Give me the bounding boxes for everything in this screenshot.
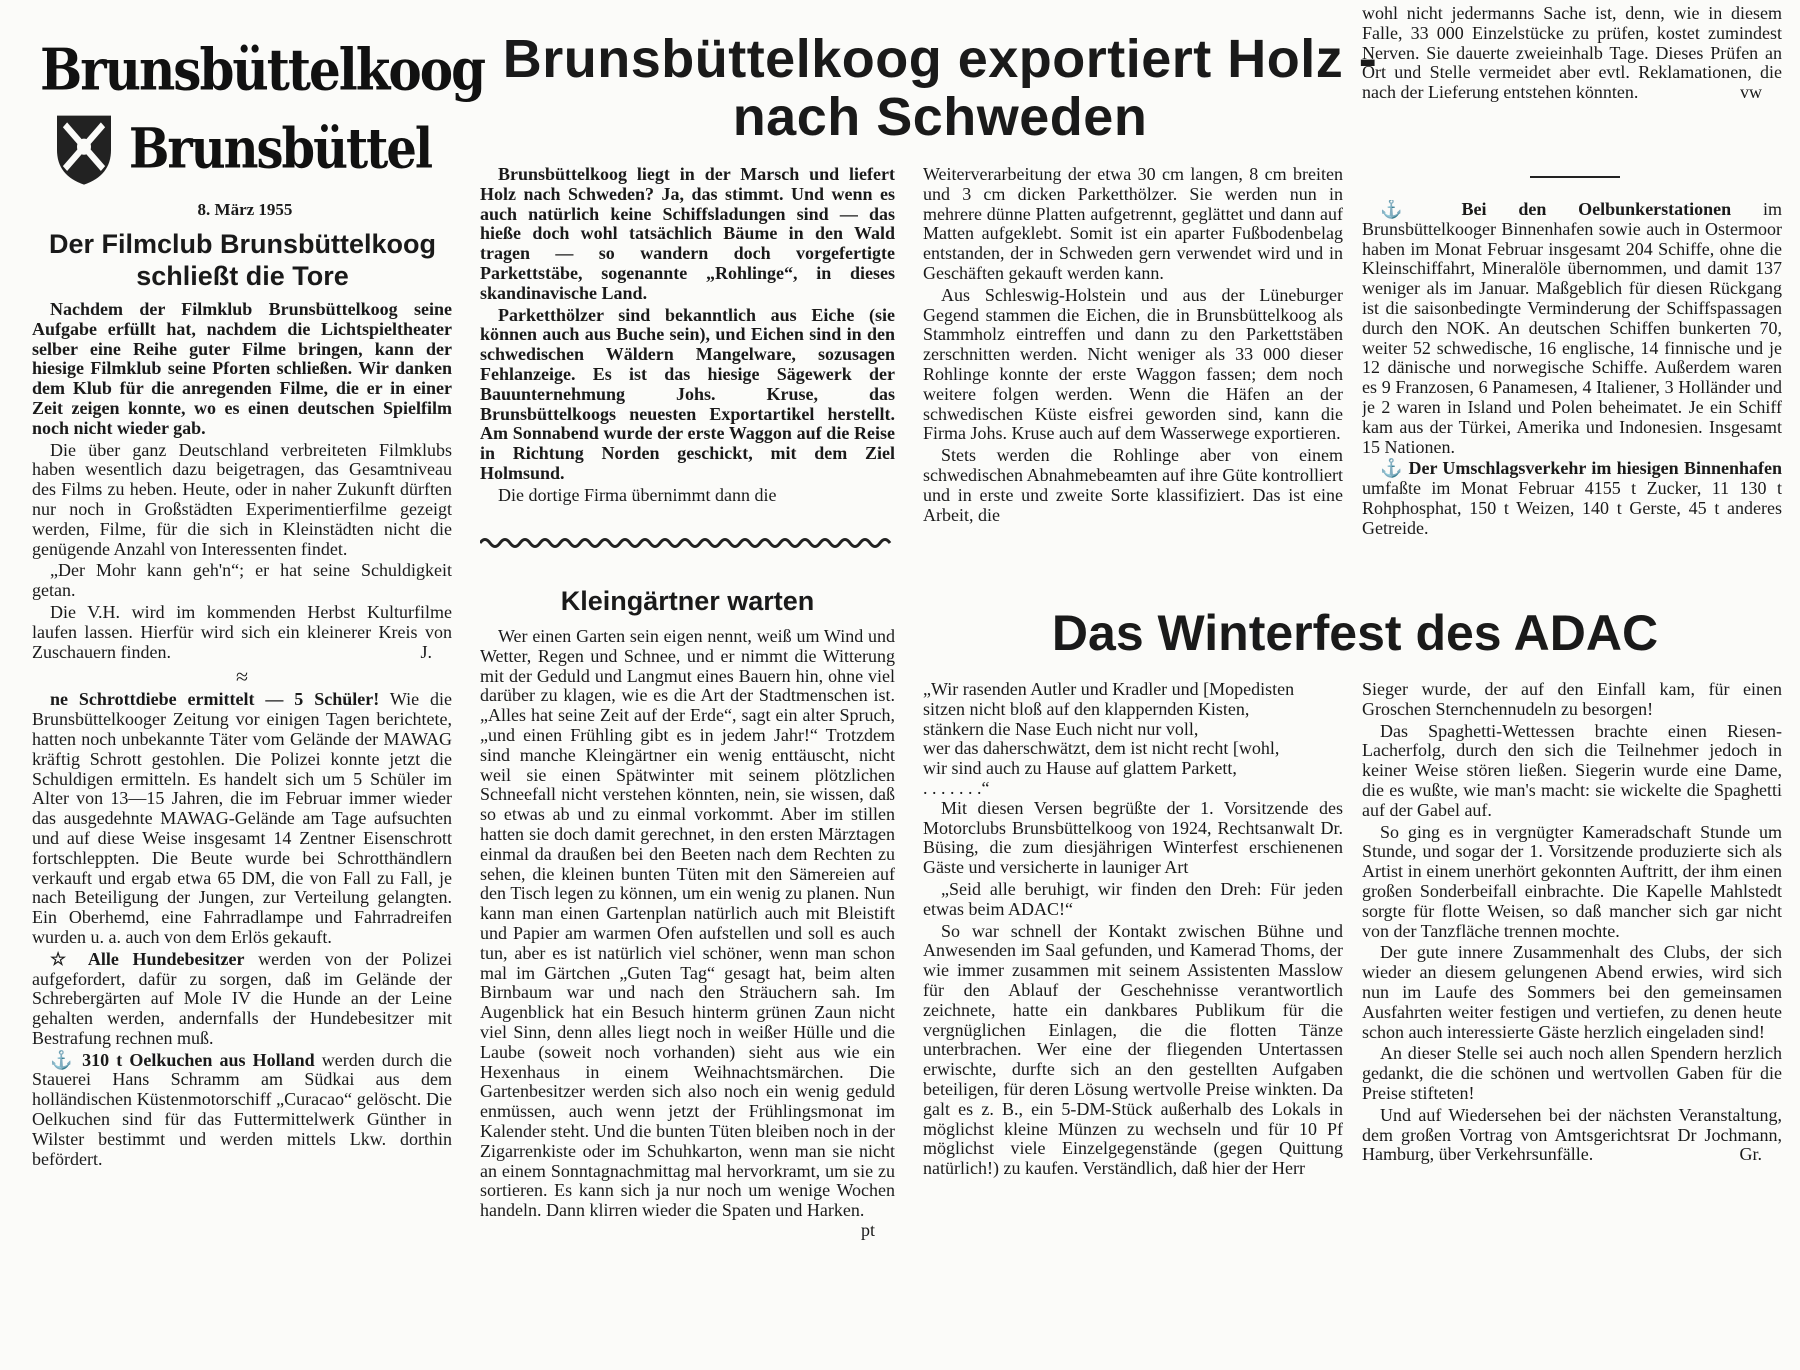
kleingaertner-article	[480, 627, 895, 1240]
paragraph	[923, 680, 1343, 700]
author-signature: vw	[1740, 82, 1762, 103]
paragraph-text: Nachdem der Filmklub Brunsbüttelkoog seine Aufgabe erfüllt hat, nachdem die Lichtspieltheater selber eine Reihe guter Filme bringen, kann der hiesige Filmklub seine Pforten schließen. Wir danken dem Klub für die anregenden Filme, die er in einer Zeit zeigen konnte, wo es einen deutschen Spielfilm noch nicht wieder gab.	[32, 300, 452, 438]
paragraph	[480, 306, 895, 484]
export-headline: Brunsbüttelkoog exportiert Holz - nach Schweden	[502, 29, 1378, 147]
export-column-b	[923, 165, 1343, 595]
paragraph-text: . . . . . . .“	[923, 777, 990, 798]
paragraph-text: umfaßte im Monat Februar 4155 t Zucker, 11 130 t Rohphosphat, 150 t Weizen, 140 t Gerste, 45 t anderes Getreide.	[1362, 478, 1782, 538]
paragraph	[32, 1051, 452, 1170]
column-rule	[1530, 176, 1620, 178]
masthead-town: Brunsbüttel	[128, 116, 432, 182]
paragraph-text: stänkern die Nase Euch nicht nur voll,	[923, 718, 1199, 739]
paragraph	[923, 779, 1343, 799]
paragraph	[32, 561, 452, 601]
paragraph-text: Wie die Brunsbüttelkooger Zeitung vor einigen Tagen berichtete, hatten noch unbekannte Täter vom Gelände der MAWAG kräftig Schrott gestohlen. Die Polizei konnte jetzt die Schuldigen ermitteln. Es handelt sich um 5 Schüler im Alter von 13—15 Jahren, die im Februar immer wieder das ausgedehnte MAWAG-Gelände am Tage aufsuchten und auf diese Weise insgesamt 14 Zentner Eisenschrott fortschleppten. Die Beute wurde bei Schrotthändlern verkauft und ergab etwa 65 DM, die von Fall zu Fall, je nach Beteiligung der Jungen, zur Verteilung gelangten. Ein Oberhemd, eine Fahrradlampe und Fahrradreifen wurden u. a. auch von dem Erlös gekauft.	[32, 689, 452, 947]
adac-column-b	[1362, 680, 1782, 1352]
paragraph-text: „Seid alle beruhigt, wir finden den Dreh: Für jeden etwas beim ADAC!“	[923, 878, 1343, 919]
paragraph	[1362, 722, 1782, 821]
paragraph	[480, 627, 895, 1240]
paragraph	[923, 720, 1343, 740]
paragraph-text: Aus Schleswig-Holstein und aus der Lüneburger Gegend stammen die Eichen, die in Brunsbüttelkoog als Stammholz eintreffen und dann zu den Parkettstäben zerschnitten werden. Nicht weniger als 33 000 dieser Rohlinge konnte der erste Waggon fassen; dem noch weitere folgen werden. Wenn die Häfen an der schwedischen Küste eisfrei geworden sind, kann die Firma Johs. Kruse auch auf dem Wasserwege exportieren.	[923, 284, 1343, 444]
paragraph-text: So war schnell der Kontakt zwischen Bühne und Anwesenden im Saal gefunden, und Kamerad Thoms, der wie immer zusammen mit seinem Assistenten Masslow für den Ablauf der Geschehnisse verantwortlich zeichnete, hatte ein dankbares Publikum für die vergnüglichen Einlagen, die die flotten Tänze unterbrachen. Wer eine der fliegenden Untertassen erwischte, durfte sich an den gestellten Aufgaben beteiligen, für deren Lösung wertvolle Preise winkten. Da galt es z. B., ein 5-DM-Stück außerhalb des Lokals in möglichst kleine Münzen zu wechseln und für 10 Pf möglichst viele Einzelgegenstände (gegen Quittung natürlich!) zu kaufen. Verständlich, daß hier der Herr	[923, 920, 1343, 1179]
masthead-title: Brunsbüttelkoog	[40, 35, 485, 104]
paragraph-text: „Wir rasenden Autler und Kradler und [Mopedisten	[923, 680, 1295, 699]
paragraph	[1362, 1044, 1782, 1103]
paragraph-text: Die über ganz Deutschland verbreiteten Filmklubs haben wesentlich dazu beigetragen, das Gesamtniveau des Films zu heben. Heute, oder in naher Zukunft dürften nur noch in Großstädten Experimentierfilme gezeigt werden, Filme, für die sich in Kleinstädten nicht die genügende Anzahl von Interessenten findet.	[32, 439, 452, 559]
masthead	[40, 35, 485, 184]
paragraph-text: werden von der Polizei aufgefordert, dafür zu sorgen, daß im Gelände der Schrebergärten auf Mole IV die Hunde an der Leine gehalten werden, andernfalls der Hundebesitzer mit Bestrafung rechnen muß.	[32, 948, 452, 1048]
export-article-part-2	[923, 165, 1343, 525]
paragraph	[1362, 459, 1782, 538]
export-column-a	[480, 165, 895, 535]
paragraph-text: wohl nicht jedermanns Sache ist, denn, wie in diesem Falle, 33 000 Einzelstücke zu prüfen, kostet zumindest Nerven. Sie dauerte zweieinhalb Tage. Dieses Prüfen an Ort und Stelle vermeidet aber evtl. Reklamationen, die nach der Lieferung entstehen könnten.	[1362, 4, 1782, 103]
paragraph-text: Der gute innere Zusammenhalt des Clubs, der sich wieder an diesem gelungenen Abend erwies, wird sich nun im Laufe des Sommers bei den gemeinsamen Ausfahrten weiter festigen und vertiefen, zu denen heute schon auch interessierte Gäste herzlich eingeladen sind!	[1362, 942, 1782, 1042]
wavy-divider	[480, 536, 895, 550]
column-1	[32, 300, 452, 1350]
adac-column-a	[923, 680, 1343, 1352]
paragraph	[32, 950, 452, 1049]
paragraph-text: Parketthölzer sind bekanntlich aus Eiche (sie können auch aus Buche sein), und Eichen sind in den schwedischen Wäldern Mangelware, sozusagen Fehlanzeige. Es ist das hiesige Sägewerk der Bauunternehmung Johs. Kruse, das Brunsbüttelkoogs neuesten Exportartikel herstellt. Am Sonnabend wurde der erste Waggon auf die Reise in Richtung Norden geschickt, mit dem Ziel Holmsund.	[480, 304, 895, 483]
kleingaertner-column	[480, 627, 895, 1352]
paragraph-lead: ⚓ Der Umschlagsverkehr im hiesigen Binnenhafen	[1380, 458, 1782, 479]
author-signature: pt	[860, 1219, 875, 1240]
paragraph-lead: ☆ Alle Hundebesitzer	[50, 948, 245, 969]
paragraph-text: Das Spaghetti-Wettessen brachte einen Riesen-Lacherfolg, durch den sich die Teilnehmer jedoch in keiner Weise stören ließen. Siegerin wurde eine Dame, die es wußte, wie man's macht: sie wickelte die Spaghetti auf der Gabel auf.	[1362, 720, 1782, 820]
paragraph-lead: ⚓ Bei den Oelbunkerstationen	[1380, 200, 1732, 219]
paragraph	[923, 739, 1343, 759]
paragraph	[1362, 823, 1782, 942]
paragraph	[1362, 1106, 1782, 1165]
export-article-part-3	[1362, 4, 1782, 103]
author-signature: Gr.	[1739, 1144, 1762, 1165]
harbour-column	[1362, 200, 1782, 600]
paragraph-text: wer das daherschwätzt, dem ist nicht recht [wohl,	[923, 738, 1280, 759]
paragraph	[923, 286, 1343, 444]
paragraph-lead: ⚓ 310 t Oelkuchen aus Holland	[50, 1049, 315, 1070]
filmclub-headline: Der Filmclub Brunsbüttelkoog schließt die Tore	[48, 229, 437, 291]
paragraph	[480, 165, 895, 304]
harbour-briefs	[1362, 200, 1782, 539]
paragraph	[480, 486, 895, 506]
export-article-part-1	[480, 165, 895, 506]
paragraph-text: wir sind auch zu Hause auf glattem Parkett,	[923, 758, 1237, 779]
paragraph-text: Brunsbüttelkoog liegt in der Marsch und liefert Holz nach Schweden? Ja, das stimmt. Und wenn es auch natürlich keine Schiffsladungen sind — das hieße doch wohl tatsächlich Bäume in den Wald tragen — so wandern doch vorgefertigte Parkettstäbe, sogenannte „Rohlinge“, in dieses skandinavische Land.	[480, 165, 895, 303]
paragraph	[32, 690, 452, 947]
paragraph	[923, 759, 1343, 779]
paragraph	[32, 441, 452, 560]
coat-of-arms-icon	[49, 109, 119, 190]
local-briefs	[32, 690, 452, 1169]
issue-date: 8. März 1955	[197, 200, 293, 219]
paragraph	[1362, 680, 1782, 720]
paragraph-text: So ging es in vergnügter Kameradschaft Stunde um Stunde, und sogar der 1. Vorsitzende produzierte sich als Artist in einem unerhört gekonnten Auftritt, der ihm einen großen Sonderbeifall einbrachte. Die Kapelle Mahlstedt sorgte für flotte Weisen, so daß mancher sich gar nicht von der Tanzfläche trennen mochte.	[1362, 821, 1782, 941]
filmclub-article	[32, 300, 452, 662]
adac-headline: Das Winterfest des ADAC	[1051, 605, 1659, 661]
paragraph-text: im Brunsbüttelkooger Binnenhafen sowie auch in Ostermoor haben im Monat Februar insgesamt 204 Schiffe, ohne die Kleinschiffahrt, Mineralöle übernommen, und damit 137 weniger als im Januar. Maßgeblich für diesen Rückgang ist die saisonbedingte Verminderung der Schiffspassagen durch den NOK. An deutschen Schiffen bunkerten 70, weiter 52 schwedische, 16 englische, 14 finnische und je 12 dänische und norwegische Schiffe. Außerdem waren es 9 Franzosen, 6 Panamesen, 4 Italiener, 3 Holländer und je 2 waren in Island und Polen beheimatet. Je ein Schiff kam aus der Türkei, Amerika und Indonesien. Insgesamt 15 Nationen.	[1362, 200, 1782, 457]
paragraph-text: Wer einen Garten sein eigen nennt, weiß um Wind und Wetter, Regen und Schnee, und er nimmt die Witterung mit der Geduld und Langmut eines Bauern hin, ohne viel darüber zu klagen, wie es die Art der Stadtmenschen ist. „Alles hat seine Zeit auf der Erde“, sagt ein alter Spruch, „und einen Frühling gibt es in jedem Jahr!“ Trotzdem sind manche Kleingärtner ein wenig enttäuscht, nicht weil sie einen Spätwinter mit seinem plötzlichen Schneefall nicht verstehen könnten, nein, sie wissen, daß so etwas ab und zu einmal vorkommt. Aber im stillen hatten sie doch damit gerechnet, in den ersten Märztagen einmal da draußen bei den Beeten nach dem Rechten zu sehen, die kleinen bunten Tüten mit den Sämereien auf den Tisch legen zu können, um ein wenig zu planen. Nun kann man einen Gartenplan natürlich auch mit Bleistift und Papier am warmen Ofen aufstellen und soll es auch tun, aber es ist natürlich viel schöner, wenn man schon mal im Gärtchen „Guten Tag“ gesagt hat, beim alten Birnbaum war und nach den Sträuchern sah. Im Augenblick hat ein Besuch hinterm grünen Zaun nicht viel Sinn, denn alles liegt noch in weißer Hülle und die Laube (soweit noch vorhanden) sieht aus wie ein Hexenhaus in einem Weihnachtsmärchen. Die Gartenbesitzer werden sich also noch ein wenig geduld enmüssen, auch wenn jetzt der Frühlingsmonat im Kalender steht. Und die bunten Tüten bleiben noch in der Zigarrenkiste oder im Schuhkarton, wenn man sie nicht an einem Sonntagnachmittag mal hervorkramt, um sie zu sortieren. Es kann sich ja nur noch um wenige Wochen handeln. Dann klirren wieder die Spaten und Harken.	[480, 627, 895, 1221]
section-separator: ≈	[235, 664, 249, 690]
paragraph-text: Sieger wurde, der auf den Einfall kam, für einen Groschen Sternchennudeln zu besorgen!	[1362, 680, 1782, 719]
paragraph-text: Und auf Wiedersehen bei der nächsten Veranstaltung, dem großen Vortrag von Amtsgerichtsrat Dr Jochmann, Hamburg, über Verkehrsunfälle.	[1362, 1104, 1782, 1165]
paragraph	[32, 300, 452, 439]
paragraph	[923, 922, 1343, 1179]
paragraph	[1362, 4, 1782, 103]
paragraph-lead: ne Schrottdiebe ermittelt — 5 Schüler!	[50, 689, 380, 710]
paragraph-text: Mit diesen Versen begrüßte der 1. Vorsitzende des Motorclubs Brunsbüttelkoog von 1924, Rechtsanwalt Dr. Büsing, die zum diesjährigen Winterfest erschienenen Gäste und versicherte in launiger Art	[923, 797, 1343, 878]
paragraph-text: Weiterverarbeitung der etwa 30 cm langen, 8 cm breiten und 3 cm dicken Parketthölzer. Sie werden nun in mehrere dünne Platten aufgetrennt, geglättet und dann auf Matten aufgeklebt. Somit ist ein aparter Fußbodenbelag entstanden, der in Schweden gern verwendet wird und in Geschäften gekauft werden kann.	[923, 165, 1343, 283]
adac-article-part-2	[1362, 680, 1782, 1165]
paragraph	[923, 799, 1343, 878]
paragraph-text: An dieser Stelle sei auch noch allen Spendern herzlich gedankt, die die schönen und wertvollen Gaben für die Preise stifteten!	[1362, 1043, 1782, 1103]
paragraph-text: Stets werden die Rohlinge aber von einem schwedischen Abnahmebeamten auf ihre Güte kontrolliert und in erste und zweite Sorte klassifiziert. Das ist eine Arbeit, die	[923, 445, 1343, 525]
paragraph	[923, 700, 1343, 720]
paragraph	[923, 446, 1343, 525]
masthead-subtitle-row	[40, 109, 440, 190]
paragraph-text: werden durch die Stauerei Hans Schramm am Südkai aus dem holländischen Küstenmotorschiff „Curacao“ gelöscht. Die Oelkuchen sind für das Futtermittelwerk Günther in Wilster bestimmt und werden mittels Lkw. dorthin befördert.	[32, 1049, 452, 1169]
paragraph	[923, 880, 1343, 920]
paragraph-text: Die dortige Firma übernimmt dann die	[498, 484, 777, 505]
paragraph	[1362, 200, 1782, 457]
author-signature: J.	[420, 641, 432, 662]
adac-article-part-1	[923, 680, 1343, 1179]
paragraph-text: „Der Mohr kann geh'n“; er hat seine Schuldigkeit getan.	[32, 560, 452, 601]
paragraph	[923, 165, 1343, 284]
kleingaertner-headline: Kleingärtner warten	[560, 586, 815, 616]
paragraph	[32, 603, 452, 662]
export-column-c	[1362, 4, 1782, 172]
paragraph	[1362, 943, 1782, 1042]
paragraph-text: sitzen nicht bloß auf den klappernden Kisten,	[923, 698, 1250, 719]
paragraph-text: Die V.H. wird im kommenden Herbst Kulturfilme laufen lassen. Hierfür wird sich ein kleinerer Kreis von Zuschauern finden.	[32, 601, 452, 662]
